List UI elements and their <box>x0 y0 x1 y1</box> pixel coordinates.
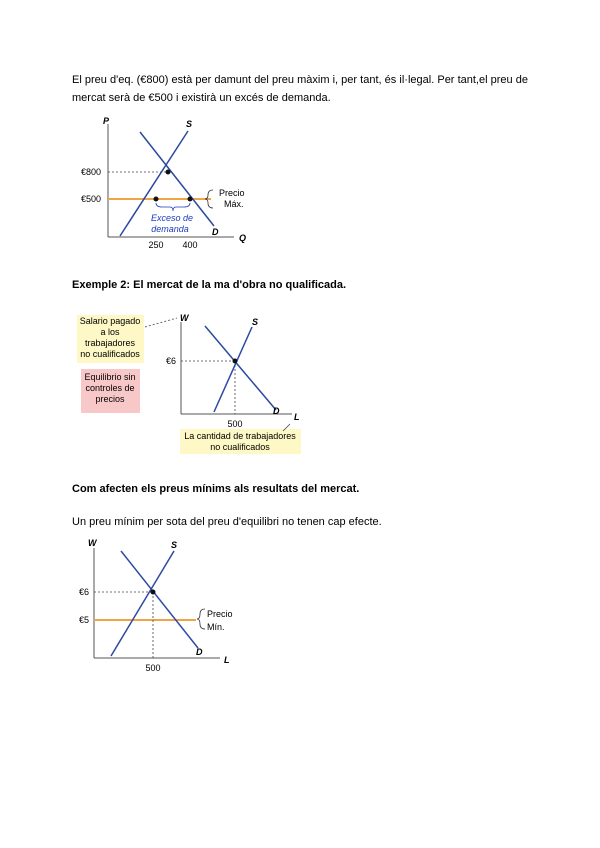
wage-callout-line-4: no cualificados <box>80 349 140 359</box>
x-tick-500: 500 <box>227 419 243 429</box>
example-2-heading: Exemple 2: El mercat de la ma d'obra no qualificada. <box>72 279 347 291</box>
equilibrium-callout-line-3: precios <box>95 394 125 404</box>
wage-callout-line-2: a los <box>100 327 120 337</box>
floor-label-1: Precio <box>207 609 233 619</box>
y-tick-5: €5 <box>78 615 89 625</box>
supply-label: S <box>252 317 259 327</box>
x-tick-400: 400 <box>182 240 198 250</box>
excess-label-1: Exceso de <box>150 213 194 223</box>
supply-curve <box>111 551 174 656</box>
equilibrium-callout-line-2: controles de <box>85 383 135 393</box>
ceiling-label-1: Precio <box>219 188 245 198</box>
supply-label: S <box>186 119 193 129</box>
supply-label: S <box>171 540 178 550</box>
y-tick-500: €500 <box>80 194 101 204</box>
floor-label-2: Mín. <box>207 622 225 632</box>
quantity-callout-line-2: no cualificados <box>210 442 270 452</box>
demand-label: D <box>196 647 203 657</box>
y-tick-6: €6 <box>165 356 176 366</box>
y-tick-6: €6 <box>78 587 89 597</box>
x-tick-500: 500 <box>145 663 161 673</box>
y-tick-800: €800 <box>80 167 101 177</box>
x-axis-label: L <box>224 655 230 665</box>
x-axis-label: Q <box>239 233 247 243</box>
y-axis-label: W <box>88 538 97 548</box>
demand-label: D <box>212 227 219 237</box>
wage-callout-line-3: trabajadores <box>84 338 136 348</box>
quantity-callout-line-1: La cantidad de trabajadores <box>184 431 296 441</box>
equilibrium-point <box>151 590 156 595</box>
demand-curve <box>121 551 198 648</box>
x-axis-label: L <box>294 412 300 422</box>
intro-paragraph: El preu d'eq. (€800) està per damunt del preu màxim i, per tant, és il·legal. Per tant,el preu de mercat serà de €500 i existirà un excés de demanda. <box>72 74 528 104</box>
minimum-price-heading: Com afecten els preus mínims als resultats del mercat. <box>72 483 360 495</box>
minimum-price-paragraph: Un preu mínim per sota del preu d'equilibri no tenen cap efecte. <box>72 516 382 528</box>
excess-label-2: demanda <box>151 224 189 234</box>
ceiling-label-2: Máx. <box>224 199 244 209</box>
floor-brace <box>197 609 205 629</box>
demand-label: D <box>273 406 280 416</box>
y-axis-label: W <box>180 313 189 323</box>
wage-callout-line-1: Salario pagado <box>79 316 141 326</box>
x-tick-250: 250 <box>148 240 164 250</box>
y-axis-label: P <box>103 116 110 126</box>
equilibrium-callout-line-1: Equilibrio sin <box>84 372 136 382</box>
